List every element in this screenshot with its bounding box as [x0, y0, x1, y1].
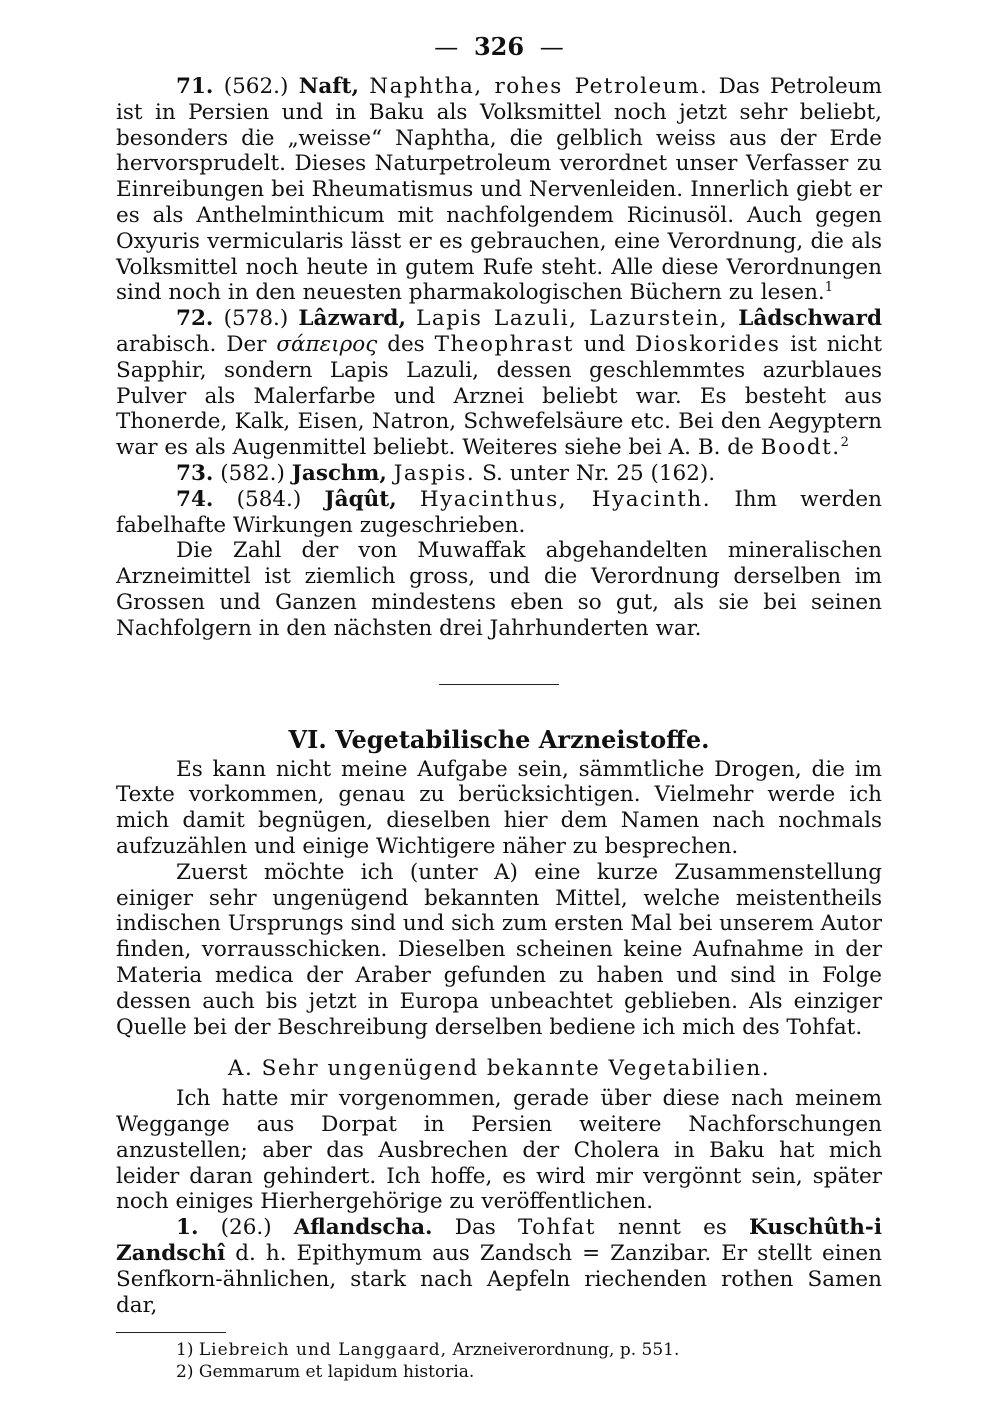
- footnote-1: [176, 1339, 882, 1361]
- entry-text-c: d. h. Epithymum aus Zandsch = Zanzibar. Er stellt einen Senfkorn-ähnlichen, stark nach Aepfeln riechenden rothen Samen dar,: [116, 1241, 882, 1318]
- footnote-mark: 1): [176, 1340, 194, 1361]
- entry-number: 1.: [176, 1215, 199, 1241]
- entry-headword-arabic: Lâdschward: [738, 306, 882, 332]
- footnote-mark: 2: [840, 435, 849, 450]
- entry-lead: Lapis Lazuli, Lazurstein,: [416, 306, 729, 332]
- closing-paragraph: Die Zahl der von Muwaffak abgehandelten mineralischen Arzneimittel ist ziemlich gross, und die Verordnung derselben im Grossen und Ganzen mindestens eben so gut, als sie bei seinen Nachfolgern in den nächsten drei Jahrhunderten war.: [116, 538, 882, 641]
- greek-term: σάπειρος: [276, 331, 378, 357]
- footnote-2: [176, 1361, 882, 1383]
- footnote-text: Gemmarum et lapidum historia.: [198, 1362, 475, 1383]
- section-paragraph: Zuerst möchte ich (unter A) eine kurze Zusammenstellung einiger sehr ungenügend bekannten Mittel, welche meistentheils indischen Ursprungs sind und sich zum ersten Mal bei unserem Autor finden, vorrausschicken. Dieselben scheinen keine Aufnahme in der Materia medica der Araber gefunden zu haben und sind in Folge dessen auch bis jetzt in Europa unbeachtet geblieben. Als einziger Quelle bei der Beschreibung derselben bediene ich mich des Tohfat.: [116, 859, 882, 1040]
- entry-ref: (578.): [223, 306, 289, 332]
- entry-number: 72.: [176, 306, 214, 332]
- entry-headword: Jâqût,: [324, 486, 397, 512]
- entry-text-b: nennt es: [618, 1215, 727, 1241]
- entry-number: 73.: [176, 460, 214, 486]
- entry-text: Ihm werden fabelhafte Wirkungen zugeschrieben.: [116, 486, 882, 538]
- entry-headword-persian: Kuschûth-i Zandschî: [116, 1215, 883, 1267]
- entry-headword: Lâzward,: [298, 306, 406, 332]
- page-number-dash-right: —: [539, 33, 564, 61]
- page-number-dash-left: —: [434, 33, 459, 61]
- entry-lead: Jaspis.: [393, 460, 476, 486]
- entry-ref: (584.): [236, 486, 302, 512]
- entry-headword: Naft,: [298, 74, 359, 99]
- entry-text-a: arabisch. Der: [116, 331, 267, 357]
- entry-ref: (26.): [220, 1215, 272, 1241]
- entry-ref: (562.): [223, 74, 289, 99]
- entry-lead: Naphtha, rohes Petroleum.: [369, 74, 709, 99]
- entry-text-c: und: [583, 331, 626, 357]
- section-paragraph: Es kann nicht meine Aufgabe sein, sämmtliche Drogen, die im Texte vorkommen, genau zu berücksichtigen. Vielmehr werde ich mich damit begnügen, dieselben hier dem Namen nach nochmals aufzuzählen und einige Wichtigere näher zu besprechen.: [116, 756, 882, 859]
- footnote-rule: [116, 1332, 226, 1333]
- entry-text: Das Petroleum ist in Persien und in Baku als Volksmittel noch jetzt sehr beliebt, besonders die „weisse“ Naphtha, die gelblich weiss aus der Erde hervorsprudelt. Dieses Naturpetroleum verordnet unser Verfasser zu Einreibungen bei Rheumatismus und Nervenleiden. Innerlich giebt er es als Anthelminthicum mit nachfolgendem Ricinusöl. Auch gegen Oxyuris vermicularis lässt er es gebrauchen, eine Verordnung, die als Volksmittel noch heute in gutem Rufe steht. Alle diese Verordnungen sind noch in den neuesten pharmakologischen Büchern zu lesen.: [116, 74, 882, 306]
- page-header: [116, 30, 882, 74]
- footnote-author: Liebreich und Langgaard,: [198, 1340, 448, 1361]
- footnote-text: Arzneiverordnung, p. 551.: [452, 1340, 680, 1361]
- entry-74: [116, 487, 882, 539]
- source-tohfat: Tohfat: [517, 1215, 596, 1241]
- entry-73: [116, 461, 882, 487]
- subsection-paragraph: Ich hatte mir vorgenommen, gerade über diese nach meinem Weggange aus Dorpat in Persien weitere Nachforschungen anzustellen; aber das Ausbrechen der Cholera in Baku hat mich leider daran gehindert. Ich hoffe, es wird mir vergönnt sein, später noch einiges Hierhergehörige zu veröffentlichen.: [116, 1086, 882, 1215]
- entry-text-a: Das: [454, 1215, 496, 1241]
- entry-number: 71.: [176, 74, 214, 99]
- entry-lead: Hyacinthus, Hyacinth.: [419, 486, 712, 512]
- author-boodt: Boodt.: [760, 435, 841, 461]
- entry-71: [116, 74, 882, 306]
- entry-text-d: ist nicht Sapphir, sondern Lapis Lazuli, dessen geschlemmtes azurblaues Pulver als Malerfarbe und Arznei beliebt war. Es besteht aus Thonerde, Kalk, Eisen, Natron, Schwefelsäure etc. Bei den Aegyptern war es als Augenmittel beliebt. Weiteres siehe bei: [116, 331, 882, 461]
- entry-72: [116, 306, 882, 461]
- author-theophrast: Theophrast: [434, 331, 574, 357]
- entry-aflandscha: [116, 1215, 882, 1318]
- footnote-mark: 1: [824, 280, 834, 296]
- entry-text: S. unter Nr. 25 (162).: [482, 460, 716, 486]
- entry-ref: (582.): [220, 460, 285, 486]
- entry-headword: Jaschm,: [291, 460, 387, 486]
- entry-text-b: des: [387, 331, 425, 357]
- page-number: 326: [473, 32, 525, 61]
- section-separator: [439, 684, 559, 685]
- entry-number: 74.: [176, 486, 214, 512]
- section-title: VI. Vegetabilische Arzneistoffe.: [288, 724, 710, 754]
- entry-headword: Aflandscha.: [293, 1215, 433, 1241]
- book-page: [116, 30, 882, 1383]
- author-dioskorides: Dioskorides: [635, 331, 781, 357]
- subsection-title: A. Sehr ungenügend bekannte Vegetabilien.: [227, 1056, 771, 1082]
- author-initials: A. B. de: [668, 435, 754, 461]
- footnote-mark: 2): [176, 1362, 194, 1383]
